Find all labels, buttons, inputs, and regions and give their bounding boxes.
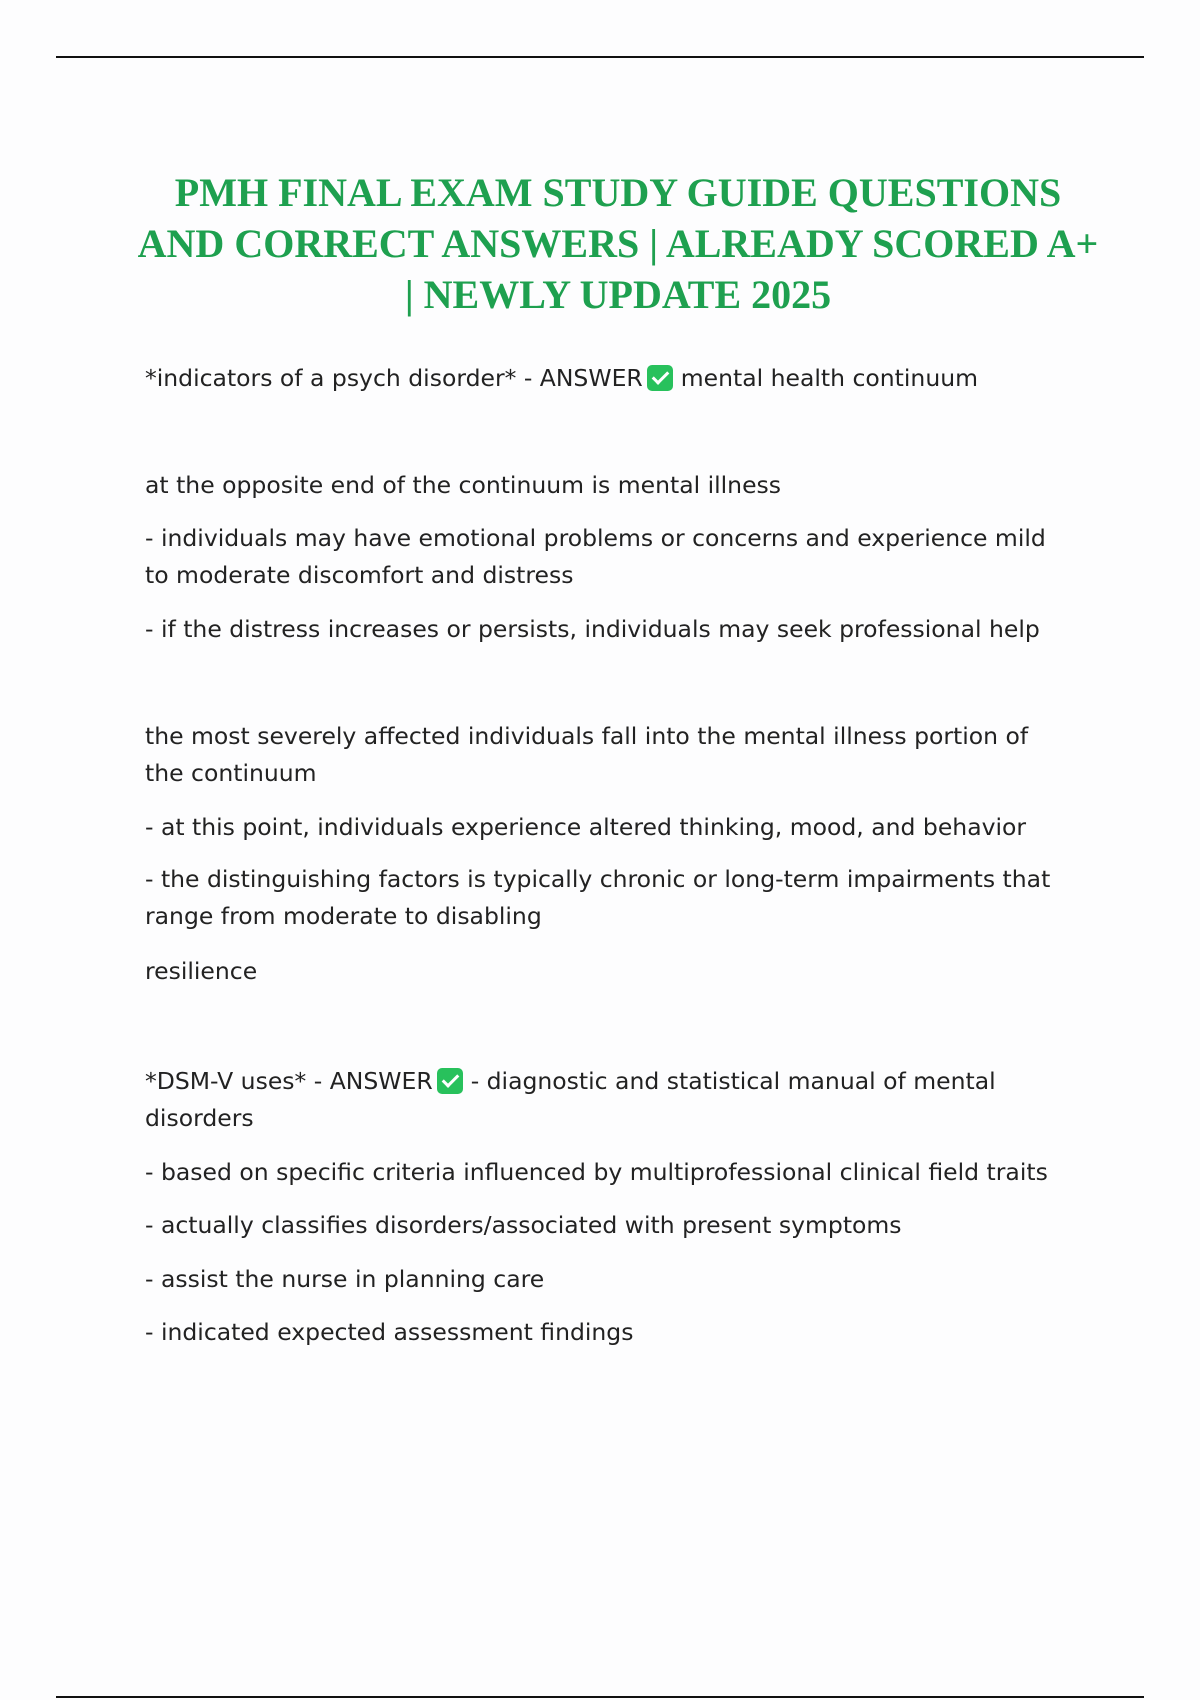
qa-1-line: resilience: [145, 957, 258, 985]
qa-2-line: - based on specific criteria influenced by multiprofessional clinical field traits: [145, 1158, 1048, 1186]
qa-2-line: - indicated expected assessment findings: [145, 1318, 634, 1346]
qa-2-question-line: [145, 1063, 1065, 1137]
qa-2-line: - actually classifies disorders/associated with present symptoms: [145, 1211, 902, 1239]
bottom-rule: [56, 1696, 1144, 1698]
qa-1-line: - individuals may have emotional problems or concerns and experience mild to moderate discomfort and distress: [145, 524, 1046, 589]
qa-1-line: - if the distress increases or persists, individuals may seek professional help: [145, 615, 1040, 643]
qa-1-line: - at this point, individuals experience altered thinking, mood, and behavior: [145, 813, 1027, 841]
qa-1-line: at the opposite end of the continuum is mental illness: [145, 471, 782, 499]
top-rule: [56, 56, 1144, 58]
document-title: PMH FINAL EXAM STUDY GUIDE QUESTIONS AND CORRECT ANSWERS | ALREADY SCORED A+ | NEWLY UPDATE 2025: [137, 169, 1099, 317]
green-check-icon: [647, 365, 673, 391]
question-2: *DSM-V uses* - ANSWER: [145, 1067, 433, 1095]
qa-1-line: the most severely affected individuals fall into the mental illness portion of the continuum: [145, 722, 1029, 787]
answer-1: mental health continuum: [680, 364, 978, 392]
green-check-icon: [437, 1068, 463, 1094]
qa-1-line: - the distinguishing factors is typically chronic or long-term impairments that range from moderate to disabling: [145, 865, 1051, 930]
qa-2-line: - assist the nurse in planning care: [145, 1265, 545, 1293]
answer-2: - diagnostic and statistical manual of mental disorders: [145, 1067, 996, 1132]
question-1: *indicators of a psych disorder* - ANSWER: [145, 364, 643, 392]
qa-1-question-line: [145, 360, 1065, 397]
